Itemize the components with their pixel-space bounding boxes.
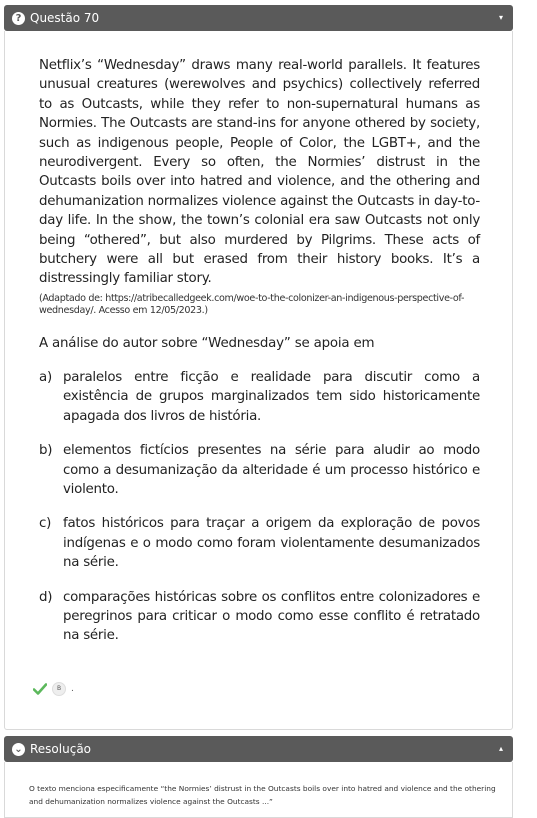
answer-row <box>33 682 74 696</box>
option-text: paralelos entre ficção e realidade para discutir como a existência de grupos marginalizados tem sido historicamente apagada dos livros de história. <box>63 369 480 424</box>
option-a[interactable] <box>39 368 480 426</box>
resolution-text: O texto menciona especificamente “the Normies’ distrust in the Outcasts boils over into hatred and violence and the othering and dehumanization normalizes violence against the Outcasts ...” <box>29 784 496 806</box>
answer-badge: B <box>52 682 66 696</box>
chevron-up-icon[interactable]: ▴ <box>498 744 503 753</box>
option-c[interactable] <box>39 514 480 572</box>
option-letter: d) <box>39 589 53 605</box>
question-panel-header[interactable] <box>4 5 513 31</box>
option-letter: c) <box>39 516 52 532</box>
option-text: elementos fictícios presentes na série para aludir ao modo como a desumanização da alteridade é um processo histórico e violento. <box>63 443 480 497</box>
resolution-panel-header[interactable] <box>4 736 513 762</box>
question-title: Questão 70 <box>30 11 100 25</box>
chevron-down-icon[interactable]: ▾ <box>498 13 503 22</box>
chevron-down-circle-icon: ⌄ <box>12 743 25 756</box>
option-text: fatos históricos para traçar a origem da exploração de povos indígenas e o modo como foram violentamente desumanizados na série. <box>63 516 480 571</box>
option-letter: a) <box>39 369 52 385</box>
passage-text: Netflix’s “Wednesday” draws many real-world parallels. It features unusual creatures (werewolves and psychics) collectively referred to as Outcasts, while they refer to non-supernatural humans as Normies. The Outcasts are stand-ins for anyone othered by society, such as indigenous people, People of Color, the LGBT+, and the neurodivergent. Every so often, the Normies’ distrust in the Outcasts boils over into hatred and violence, and the othering and dehumanization normalizes violence against the Outcasts in day-to-day life. In the show, the town’s colonial era saw Outcasts not only being “othered”, but also murdered by Pilgrims. These acts of butchery were all but erased from their history books. It’s a distressingly familiar story. <box>39 58 480 287</box>
answer-options <box>39 368 480 646</box>
question-prompt: A análise do autor sobre “Wednesday” se apoia em <box>39 335 375 351</box>
question-circle-icon: ? <box>12 12 25 25</box>
option-d[interactable] <box>39 588 480 646</box>
resolution-title: Resolução <box>30 742 92 756</box>
check-icon <box>33 683 47 695</box>
option-b[interactable] <box>39 441 480 499</box>
resolution-panel-body <box>4 762 513 818</box>
passage-source: (Adaptado de: https://atribecalledgeek.com/woe-to-the-colonizer-an-indigenous-perspective-of-wednesday/. Acesso em 12/05/2023.) <box>39 292 465 316</box>
answer-suffix: . <box>71 684 74 694</box>
question-panel-body <box>4 31 513 730</box>
option-letter: b) <box>39 443 53 459</box>
question-content <box>39 56 480 661</box>
option-text: comparações históricas sobre os conflitos entre colonizadores e peregrinos para criticar o modo como esse conflito é retratado na série. <box>63 589 480 644</box>
